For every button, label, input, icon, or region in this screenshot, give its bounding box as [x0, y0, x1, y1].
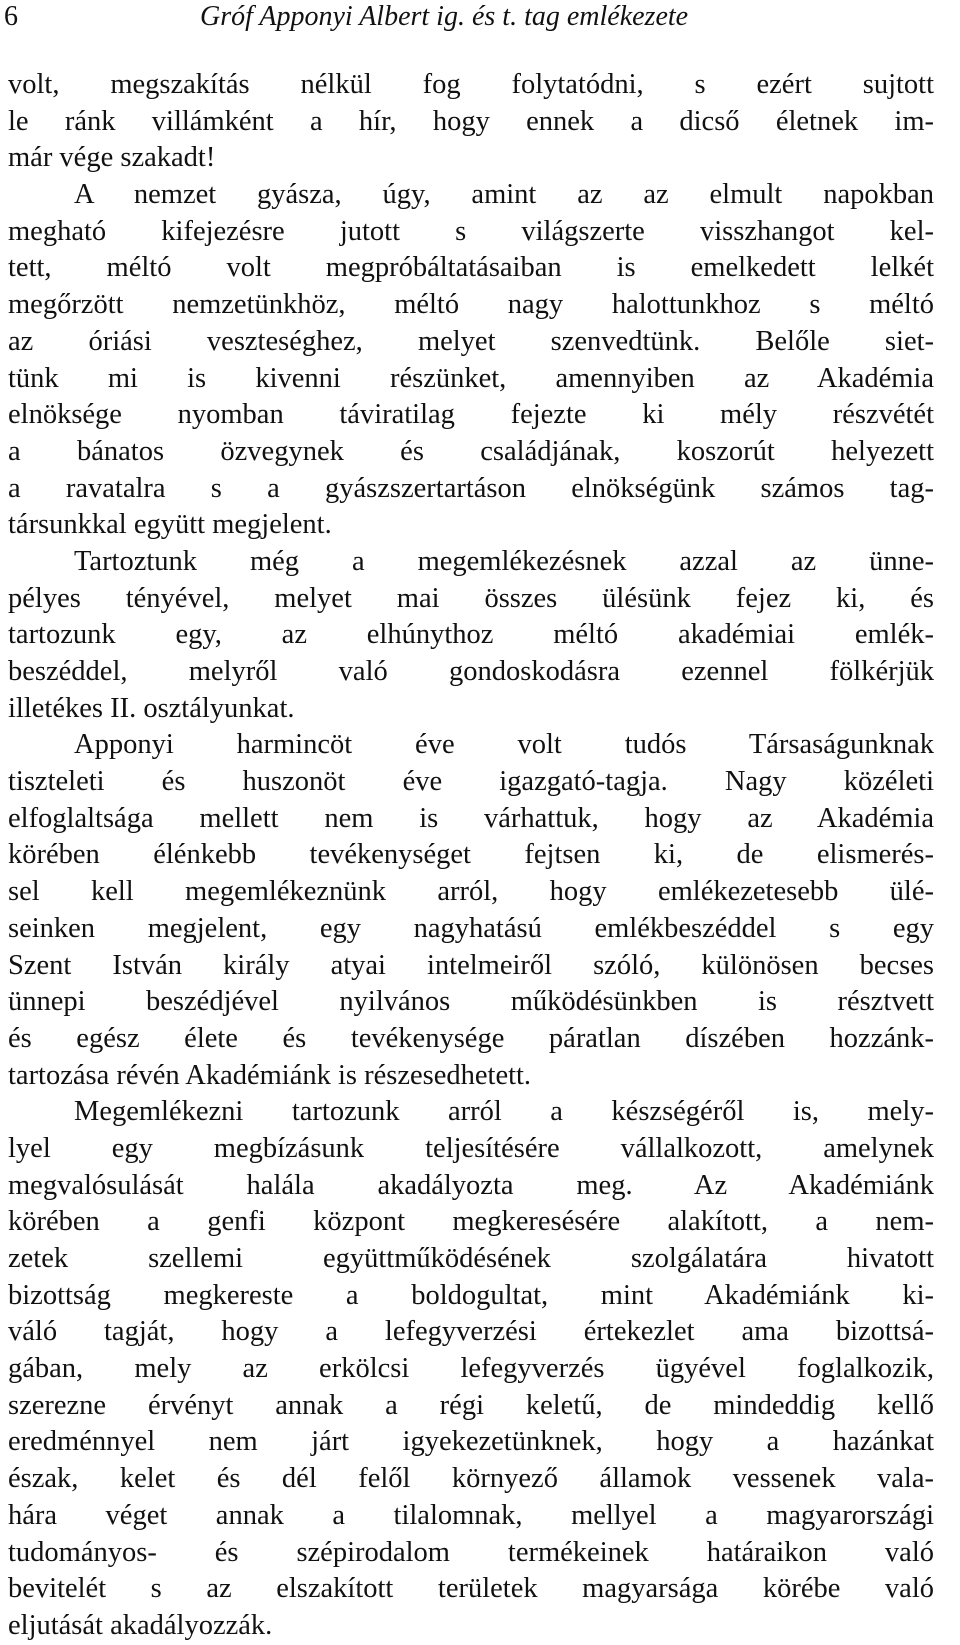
text-line: hára véget annak a tilalomnak, mellyel a magyarországi [8, 1499, 934, 1531]
text-line: körében a genfi központ megkeresésére alakított, a nem- [8, 1206, 934, 1238]
text-line: megőrzött nemzetünkhöz, méltó nagy halottunkhoz s méltó [8, 289, 934, 321]
text-line: beszéddel, melyről való gondoskodásra ezennel fölkérjük [8, 656, 934, 687]
text-line: pélyes tényével, melyet mai összes ülésünk fejez ki, és [8, 582, 934, 614]
text-line: a bánatos özvegynek és családjának, koszorút helyezett [8, 435, 934, 467]
text-line: a ravatalra s a gyászszertartáson elnökségünk számos tag- [8, 472, 934, 504]
text-line: ünnepi beszédjével nyilvános működésünkben is résztvett [8, 986, 934, 1018]
text-line: az óriási veszteséghez, melyet szenvedtünk. Belőle siet- [8, 325, 934, 357]
text-line: tiszteleti és huszonöt éve igazgató-tagja. Nagy közéleti [8, 766, 934, 798]
text-line: tartozása révén Akadémiánk is részesedhetett. [8, 1059, 532, 1091]
text-line: volt, megszakítás nélkül fog folytatódni, s ezért sujtott [8, 69, 934, 100]
text-line: észak, kelet és dél felől környező államok vessenek vala- [8, 1463, 934, 1495]
text-line: A nemzet gyásza, úgy, amint az az elmult napokban [74, 179, 934, 211]
text-line: tünk mi is kivenni részünket, amennyiben az Akadémia [8, 362, 934, 394]
text-line: körében élénkebb tevékenységet fejtsen ki, de elismerés- [8, 839, 934, 871]
text-line: Apponyi harmincöt éve volt tudós Társaságunknak [74, 729, 934, 761]
text-line: és egész élete és tevékenysége páratlan díszében hozzánk- [8, 1022, 934, 1054]
text-line: Megemlékezni tartozunk arról a készségéről is, mely- [74, 1096, 934, 1128]
text-line: már vége szakadt! [8, 142, 216, 174]
text-line: bizottság megkereste a boldogultat, mint Akadémiánk ki- [8, 1279, 934, 1311]
text-line: megható kifejezésre jutott s világszerte visszhangot kel- [8, 215, 934, 247]
text-line: seinken megjelent, egy nagyhatású emlékbeszéddel s egy [8, 912, 934, 944]
text-line: szerezne érvényt annak a régi keletű, de mindeddig kellő [8, 1389, 934, 1421]
text-line: tett, méltó volt megpróbáltatásaiban is emelkedett lelkét [8, 252, 934, 284]
text-line: elnöksége nyomban táviratilag fejezte ki mély részvétét [8, 399, 934, 431]
text-line: sel kell megemlékeznünk arról, hogy emlékezetesebb ülé- [8, 876, 934, 908]
body-text [8, 67, 934, 1645]
text-line: tudományos- és szépirodalom termékeinek határaikon való [8, 1536, 934, 1568]
text-line: társunkkal együtt megjelent. [8, 509, 332, 541]
text-line: váló tagját, hogy a lefegyverzési értekezlet ama bizottsá- [8, 1316, 934, 1348]
text-line: illetékes II. osztályunkat. [8, 692, 295, 724]
text-line: eljutását akadályozzák. [8, 1609, 273, 1641]
text-line: tartozunk egy, az elhúnythoz méltó akadémiai emlék- [8, 619, 934, 651]
text-line: gában, mely az erkölcsi lefegyverzés ügyével foglalkozik, [8, 1353, 934, 1385]
text-line: lyel egy megbízásunk teljesítésére vállalkozott, amelynek [8, 1132, 934, 1164]
page-number: 6 [4, 1, 18, 32]
text-line: zetek szellemi együttműködésének szolgálatára hivatott [8, 1243, 934, 1274]
text-line: le ránk villámként a hír, hogy ennek a dicső életnek im- [8, 105, 934, 137]
text-line: elfoglaltsága mellett nem is várhattuk, hogy az Akadémia [8, 802, 934, 834]
text-line: Szent István király atyai intelmeiről szóló, különösen becses [8, 949, 934, 981]
text-line: megvalósulását halála akadályozta meg. Az Akadémiánk [8, 1169, 934, 1201]
text-line: bevitelét s az elszakított területek magyarsága körébe való [8, 1573, 934, 1605]
running-title: Gróf Apponyi Albert ig. és t. tag emlékezete [200, 1, 689, 32]
text-line: eredménnyel nem járt igyekezetünknek, hogy a hazánkat [8, 1426, 934, 1458]
page-header [4, 0, 940, 34]
text-line: Tartoztunk még a megemlékezésnek azzal az ünne- [74, 545, 934, 577]
